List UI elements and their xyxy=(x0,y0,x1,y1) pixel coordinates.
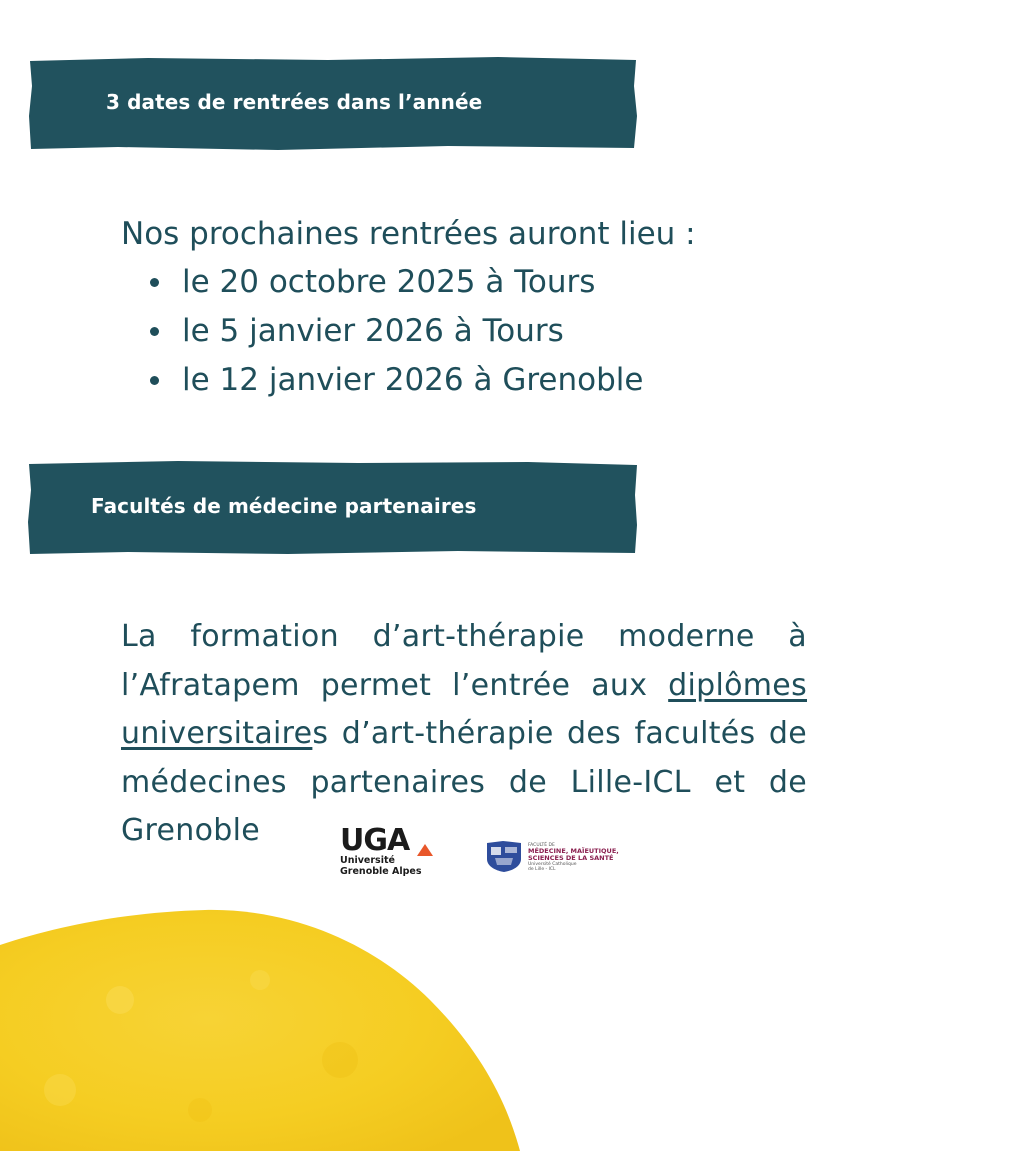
formation-paragraph: La formation d’art-thérapie moderne à l’Afratapem permet l’entrée aux diplômes universitaires d’art-thérapie des facultés de médecines partenaires de Lille-ICL et de Grenoble xyxy=(121,619,807,848)
intro-text: Nos prochaines rentrées auront lieu : xyxy=(121,216,696,252)
icl-faculty-logo: FACULTÉ DE MÉDECINE, MAÏEUTIQUE, SCIENCES DE LA SANTÉ Université Catholique de Lille - ICL xyxy=(485,839,615,877)
section-banner-dates xyxy=(28,56,638,148)
triangle-icon xyxy=(417,844,433,856)
section-title: Facultés de médecine partenaires xyxy=(91,494,477,518)
bullet-icon xyxy=(150,376,159,385)
uga-wordmark: UGA xyxy=(340,823,410,858)
list-item: le 12 janvier 2026 à Grenoble xyxy=(146,356,643,405)
shield-icon xyxy=(485,839,523,873)
list-item: le 20 octobre 2025 à Tours xyxy=(146,258,643,307)
bullet-icon xyxy=(150,327,159,336)
list-item: le 5 janvier 2026 à Tours xyxy=(146,307,643,356)
section-banner-faculties xyxy=(28,460,638,552)
uga-logo: UGA Université Grenoble Alpes xyxy=(340,826,436,878)
bullet-icon xyxy=(150,278,159,287)
diplomes-universitaires-link[interactable]: diplômes universitaire xyxy=(121,667,807,751)
section-title: 3 dates de rentrées dans l’année xyxy=(106,90,483,114)
dates-list xyxy=(146,258,643,405)
